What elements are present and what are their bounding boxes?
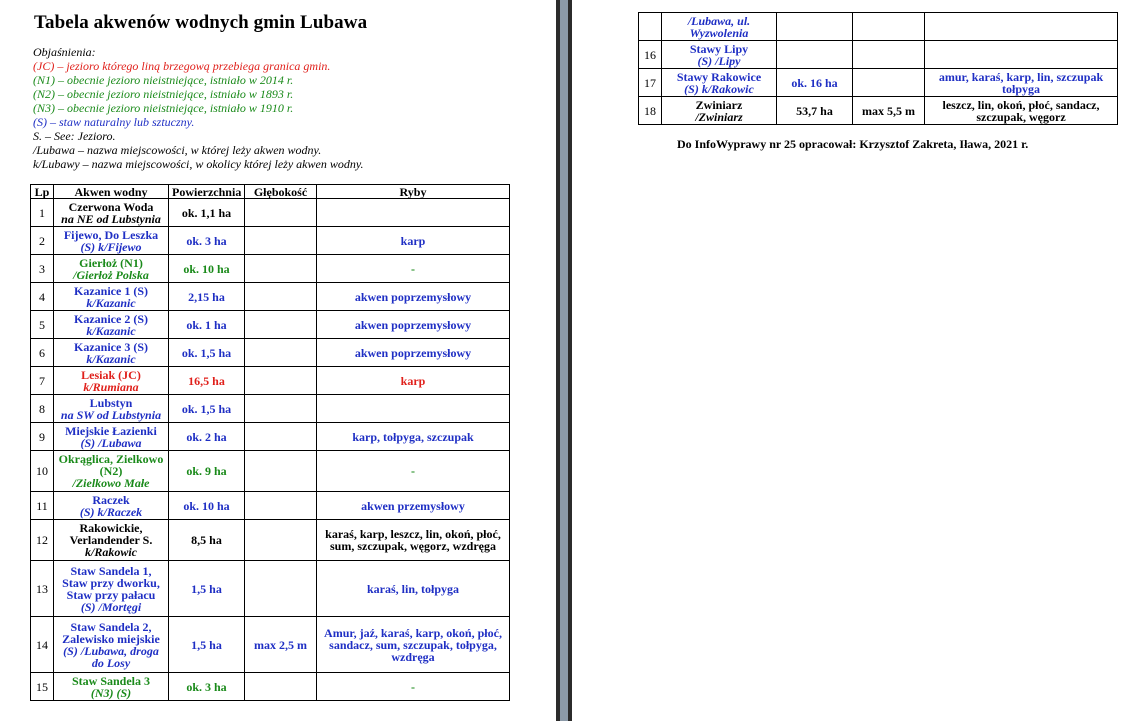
- akwen-location: k/Kazanic: [86, 351, 136, 366]
- legend-line: k/Lubawy – nazwa miejscowości, w okolicy której leży akwen wodny.: [33, 157, 364, 171]
- table-row: [31, 199, 510, 227]
- depth-cell: [245, 395, 317, 423]
- akwen-name: Raczek: [92, 492, 130, 507]
- legend-line: S. – See: Jezioro.: [33, 129, 116, 143]
- depth-cell: [245, 423, 317, 451]
- depth-cell: [245, 367, 317, 395]
- table-row: [639, 97, 1118, 125]
- akwen-location: na NE od Lubstynia: [61, 211, 161, 226]
- area-cell: [777, 13, 853, 41]
- akwen-name: Miejskie Łazienki: [65, 423, 157, 438]
- legend-line: (N1) – obecnie jezioro nieistniejące, istniało w 2014 r.: [33, 73, 294, 87]
- depth-cell: [245, 492, 317, 520]
- area-cell: ok. 3 ha: [169, 227, 245, 255]
- legend-line: /Lubawa – nazwa miejscowości, w której leży akwen wodny.: [33, 143, 322, 157]
- legend: [33, 45, 364, 171]
- akwen-location: (S) k/Fijewo: [80, 239, 142, 254]
- area-cell: ok. 16 ha: [777, 69, 853, 97]
- document-page-left: [0, 0, 556, 721]
- akwen-name: Kazanice 2 (S): [74, 311, 148, 326]
- akwen-location: (S) /Lubawa, droga do Losy: [63, 643, 159, 670]
- fish-cell: karp, tołpyga, szczupak: [317, 423, 510, 451]
- lp-cell: 9: [31, 423, 54, 451]
- akwen-location: k/Kazanic: [86, 295, 136, 310]
- akwen-cell: [662, 69, 777, 97]
- akwen-location: (S) /Mortęgi: [80, 599, 142, 614]
- lp-cell: 18: [639, 97, 662, 125]
- fish-cell: karaś, lin, tołpyga: [317, 561, 510, 617]
- page-gutter: [556, 0, 572, 721]
- depth-cell: max 2,5 m: [245, 617, 317, 673]
- area-cell: ok. 1 ha: [169, 311, 245, 339]
- depth-cell: [245, 673, 317, 701]
- akwen-location: k/Rumiana: [83, 379, 139, 394]
- fish-cell: -: [317, 673, 510, 701]
- akwen-name: Stawy Rakowice: [676, 69, 762, 84]
- table-row: [31, 561, 510, 617]
- lp-cell: 10: [31, 451, 54, 492]
- akwen-name: Kazanice 3 (S): [74, 339, 148, 354]
- lp-cell: 14: [31, 617, 54, 673]
- area-cell: ok. 1,1 ha: [169, 199, 245, 227]
- akwen-location: (S) /Lubawa: [80, 435, 142, 450]
- lp-cell: 13: [31, 561, 54, 617]
- akwen-location: (S) /Lipy: [697, 53, 741, 68]
- table-row: [639, 13, 1118, 41]
- table-row: [31, 367, 510, 395]
- table-row: [639, 41, 1118, 69]
- fish-cell: akwen przemysłowy: [317, 492, 510, 520]
- akwen-cell: [54, 283, 169, 311]
- area-cell: ok. 1,5 ha: [169, 395, 245, 423]
- akwen-location: /Gierłoż Polska: [73, 267, 149, 282]
- akwen-location: (N3) (S): [90, 685, 132, 700]
- akwen-location: na SW od Lubstynia: [60, 407, 162, 422]
- akwen-location: /Lubawa, ul. Wyzwolenia: [687, 13, 751, 40]
- akwen-name: Zwiniarz: [695, 97, 743, 112]
- fish-cell: akwen poprzemysłowy: [317, 311, 510, 339]
- table-row: [31, 617, 510, 673]
- akwen-location: /Zwiniarz: [695, 109, 743, 124]
- akwen-name: Kazanice 1 (S): [74, 283, 148, 298]
- lp-cell: 17: [639, 69, 662, 97]
- depth-cell: max 5,5 m: [853, 97, 925, 125]
- lp-cell: 11: [31, 492, 54, 520]
- fish-cell: -: [317, 451, 510, 492]
- col-header-glebokosc: Głębokość: [245, 185, 317, 199]
- akwen-cell: [54, 673, 169, 701]
- table-row: [31, 423, 510, 451]
- table-row: [639, 69, 1118, 97]
- legend-line: (S) – staw naturalny lub sztuczny.: [33, 115, 195, 129]
- lakes-table-right: [638, 12, 1118, 125]
- table-row: [31, 227, 510, 255]
- akwen-name: Staw Sandela 2, Zalewisko miejskie: [62, 619, 160, 646]
- akwen-name: Lesiak (JC): [81, 367, 141, 382]
- depth-cell: [853, 13, 925, 41]
- fish-cell: [925, 13, 1118, 41]
- akwen-cell: [662, 13, 777, 41]
- legend-line: (JC) – jezioro którego liną brzegową przebiega granica gmin.: [33, 59, 331, 73]
- table-row: [31, 311, 510, 339]
- table-header-row: [31, 185, 510, 199]
- akwen-cell: [662, 97, 777, 125]
- akwen-cell: [54, 561, 169, 617]
- akwen-location: k/Kazanic: [86, 323, 136, 338]
- akwen-cell: [54, 255, 169, 283]
- table-row: [31, 451, 510, 492]
- akwen-cell: [54, 367, 169, 395]
- akwen-name: Fijewo, Do Leszka: [63, 227, 159, 242]
- akwen-cell: [54, 395, 169, 423]
- table-row: [31, 673, 510, 701]
- depth-cell: [245, 311, 317, 339]
- fish-cell: akwen poprzemysłowy: [317, 339, 510, 367]
- area-cell: 16,5 ha: [169, 367, 245, 395]
- lp-cell: 15: [31, 673, 54, 701]
- fish-cell: [925, 41, 1118, 69]
- akwen-location: (S) k/Rakowic: [684, 81, 754, 96]
- area-cell: ok. 1,5 ha: [169, 339, 245, 367]
- lp-cell: 6: [31, 339, 54, 367]
- area-cell: 1,5 ha: [169, 617, 245, 673]
- fish-cell: karp: [317, 227, 510, 255]
- fish-cell: amur, karaś, karp, lin, szczupak tołpyga: [925, 69, 1118, 97]
- lp-cell: 3: [31, 255, 54, 283]
- depth-cell: [245, 339, 317, 367]
- table-row: [31, 395, 510, 423]
- akwen-cell: [54, 423, 169, 451]
- area-cell: ok. 3 ha: [169, 673, 245, 701]
- akwen-cell: [54, 451, 169, 492]
- lakes-table-left: [30, 184, 510, 701]
- depth-cell: [245, 451, 317, 492]
- col-header-lp: Lp: [31, 185, 54, 199]
- area-cell: ok. 2 ha: [169, 423, 245, 451]
- akwen-name: Lubstyn: [89, 395, 133, 410]
- credit-line: Do InfoWyprawy nr 25 opracował: Krzysztof Zakreta, Iława, 2021 r.: [677, 137, 1029, 151]
- col-header-ryby: Ryby: [317, 185, 510, 199]
- lp-cell: 5: [31, 311, 54, 339]
- table-row: [31, 339, 510, 367]
- depth-cell: [245, 227, 317, 255]
- akwen-name: Gierłoż (N1): [79, 255, 143, 270]
- table-row: [31, 283, 510, 311]
- depth-cell: [245, 255, 317, 283]
- area-cell: 8,5 ha: [169, 520, 245, 561]
- fish-cell: -: [317, 255, 510, 283]
- lp-cell: 7: [31, 367, 54, 395]
- area-cell: [777, 41, 853, 69]
- depth-cell: [245, 561, 317, 617]
- akwen-name: Rakowickie, Verlandender S.: [69, 521, 153, 547]
- akwen-location: k/Rakowic: [84, 545, 137, 559]
- lp-cell: 1: [31, 199, 54, 227]
- area-cell: 2,15 ha: [169, 283, 245, 311]
- fish-cell: leszcz, lin, okoń, płoć, sandacz, szczupak, węgorz: [925, 97, 1118, 125]
- akwen-name: Staw Sandela 1, Staw przy dworku, Staw przy pałacu: [62, 563, 160, 602]
- table-row: [31, 520, 510, 561]
- depth-cell: [245, 199, 317, 227]
- page-title: Tabela akwenów wodnych gmin Lubawa: [34, 12, 368, 33]
- fish-cell: karaś, karp, leszcz, lin, okoń, płoć, sum, szczupak, węgorz, wzdręga: [317, 520, 510, 561]
- legend-line: Objaśnienia:: [33, 45, 96, 59]
- col-header-powierzchnia: Powierzchnia: [169, 185, 245, 199]
- table-row: [31, 492, 510, 520]
- fish-cell: karp: [317, 367, 510, 395]
- akwen-cell: [54, 617, 169, 673]
- lp-cell: 2: [31, 227, 54, 255]
- fish-cell: akwen poprzemysłowy: [317, 283, 510, 311]
- akwen-cell: [54, 227, 169, 255]
- gutter-stripe: [560, 0, 568, 721]
- akwen-cell: [54, 339, 169, 367]
- akwen-cell: [54, 520, 169, 561]
- table-row: [31, 255, 510, 283]
- lp-cell: 12: [31, 520, 54, 561]
- fish-cell: [317, 199, 510, 227]
- akwen-location: /Zielkowo Małe: [72, 476, 150, 490]
- depth-cell: [853, 69, 925, 97]
- akwen-name: Czerwona Woda: [68, 199, 154, 214]
- akwen-cell: [54, 311, 169, 339]
- lp-cell: 4: [31, 283, 54, 311]
- depth-cell: [853, 41, 925, 69]
- depth-cell: [245, 520, 317, 561]
- legend-line: (N3) – obecnie jezioro nieistniejące, istniało w 1910 r.: [33, 101, 294, 115]
- akwen-cell: [54, 492, 169, 520]
- akwen-name: Stawy Lipy: [689, 41, 749, 56]
- akwen-name: Okrąglica, Zielkowo (N2): [58, 452, 164, 478]
- akwen-name: Staw Sandela 3: [71, 673, 151, 688]
- area-cell: 1,5 ha: [169, 561, 245, 617]
- legend-line: (N2) – obecnie jezioro nieistniejące, istniało w 1893 r.: [33, 87, 294, 101]
- lp-cell: 16: [639, 41, 662, 69]
- area-cell: ok. 10 ha: [169, 255, 245, 283]
- lp-cell: [639, 13, 662, 41]
- lp-cell: 8: [31, 395, 54, 423]
- area-cell: ok. 10 ha: [169, 492, 245, 520]
- akwen-location: (S) k/Raczek: [79, 504, 143, 519]
- area-cell: 53,7 ha: [777, 97, 853, 125]
- depth-cell: [245, 283, 317, 311]
- akwen-cell: [662, 41, 777, 69]
- col-header-akwen: Akwen wodny: [54, 185, 169, 199]
- fish-cell: Amur, jaź, karaś, karp, okoń, płoć, sandacz, sum, szczupak, tołpyga, wzdręga: [317, 617, 510, 673]
- fish-cell: [317, 395, 510, 423]
- area-cell: ok. 9 ha: [169, 451, 245, 492]
- akwen-cell: [54, 199, 169, 227]
